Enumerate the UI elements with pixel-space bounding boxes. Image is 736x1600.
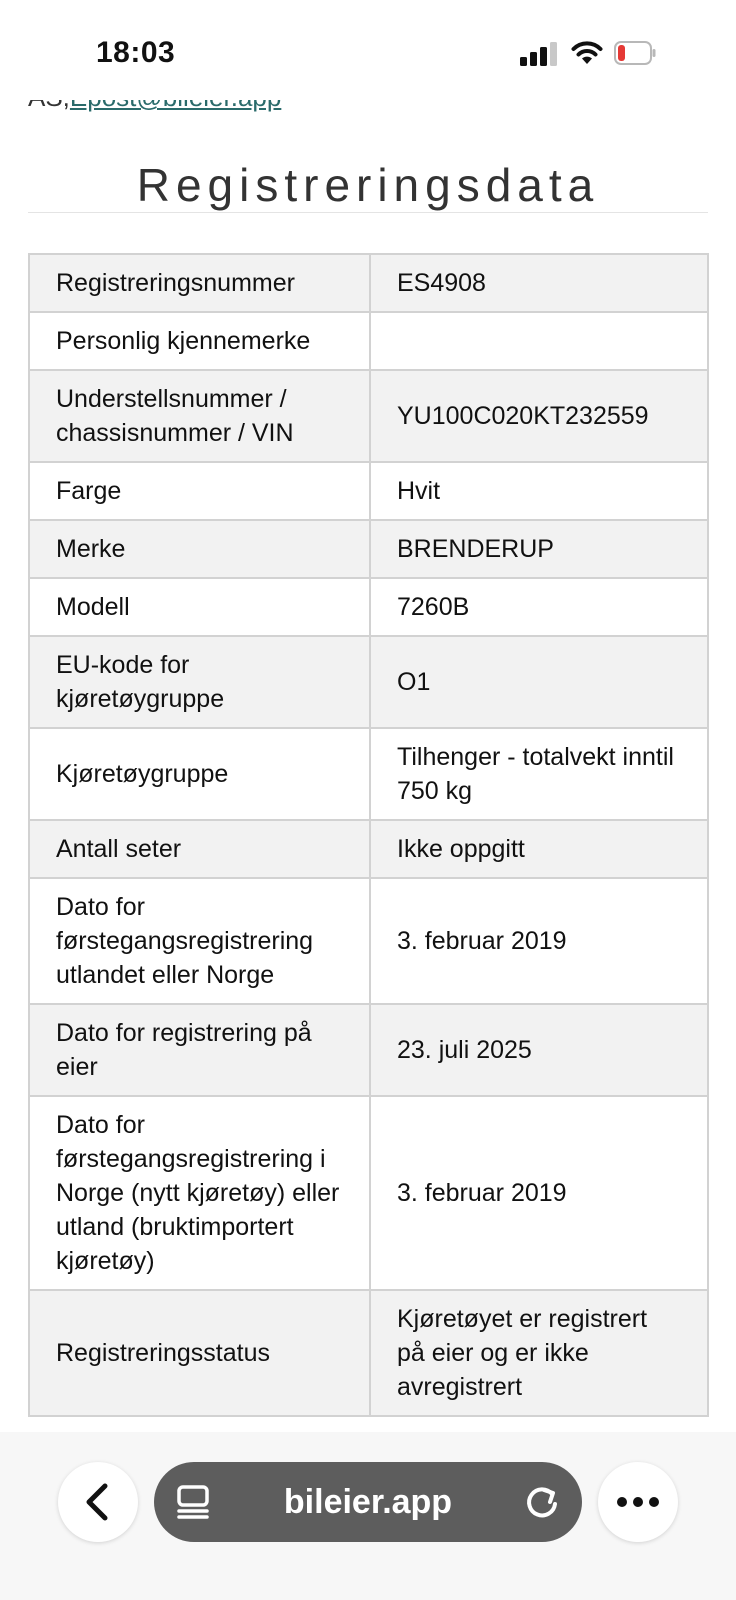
row-label: Personlig kjennemerke [29,312,370,370]
table-row [29,636,708,728]
row-label: Dato for førstegangsregistrering i Norge (nytt kjøretøy) eller utland (bruktimportert kjøretøy) [29,1096,370,1290]
table-row [29,1290,708,1416]
back-button[interactable] [58,1462,138,1542]
page-content [0,60,736,1432]
table-row [29,728,708,820]
wifi-icon [570,40,604,66]
row-value: 3. februar 2019 [370,878,708,1004]
row-value: Ikke oppgitt [370,820,708,878]
table-row [29,1096,708,1290]
row-label: Kjøretøygruppe [29,728,370,820]
row-value: BRENDERUP [370,520,708,578]
battery-low-icon [614,40,656,66]
row-value: 3. februar 2019 [370,1096,708,1290]
status-bar [0,0,736,100]
table-row [29,878,708,1004]
row-value: YU100C020KT232559 [370,370,708,462]
row-value: 23. juli 2025 [370,1004,708,1096]
row-value: Tilhenger - totalvekt inntil 750 kg [370,728,708,820]
table-row [29,578,708,636]
heading-divider [28,212,708,213]
status-time: 18:03 [96,36,176,69]
row-value [370,312,708,370]
table-row [29,820,708,878]
row-label: Dato for registrering på eier [29,1004,370,1096]
table-row [29,1004,708,1096]
row-label: Antall seter [29,820,370,878]
address-bar-url[interactable]: bileier.app [283,1483,453,1521]
row-label: Dato for førstegangsregistrering utlandet eller Norge [29,878,370,1004]
page-title: Registreringsdata [136,159,600,211]
row-label: Farge [29,462,370,520]
row-label: Registreringsstatus [29,1290,370,1416]
row-value: Hvit [370,462,708,520]
reload-icon[interactable] [522,1482,562,1522]
row-value: Kjøretøyet er registrert på eier og er ikke avregistrert [370,1290,708,1416]
table-row [29,370,708,462]
table-row [29,520,708,578]
row-label: EU-kode for kjøretøygruppe [29,636,370,728]
row-label: Understellsnummer / chassisnummer / VIN [29,370,370,462]
row-value: 7260B [370,578,708,636]
row-label: Merke [29,520,370,578]
table-row [29,254,708,312]
table-row [29,462,708,520]
chevron-left-icon [83,1482,113,1522]
table-row [29,312,708,370]
registration-table [28,253,709,1417]
row-label: Registreringsnummer [29,254,370,312]
row-value: O1 [370,636,708,728]
more-icon [616,1496,660,1508]
cellular-signal-icon [520,42,558,66]
more-button[interactable] [598,1462,678,1542]
row-value: ES4908 [370,254,708,312]
browser-toolbar [0,1432,736,1600]
row-label: Modell [29,578,370,636]
address-bar[interactable] [154,1462,582,1542]
